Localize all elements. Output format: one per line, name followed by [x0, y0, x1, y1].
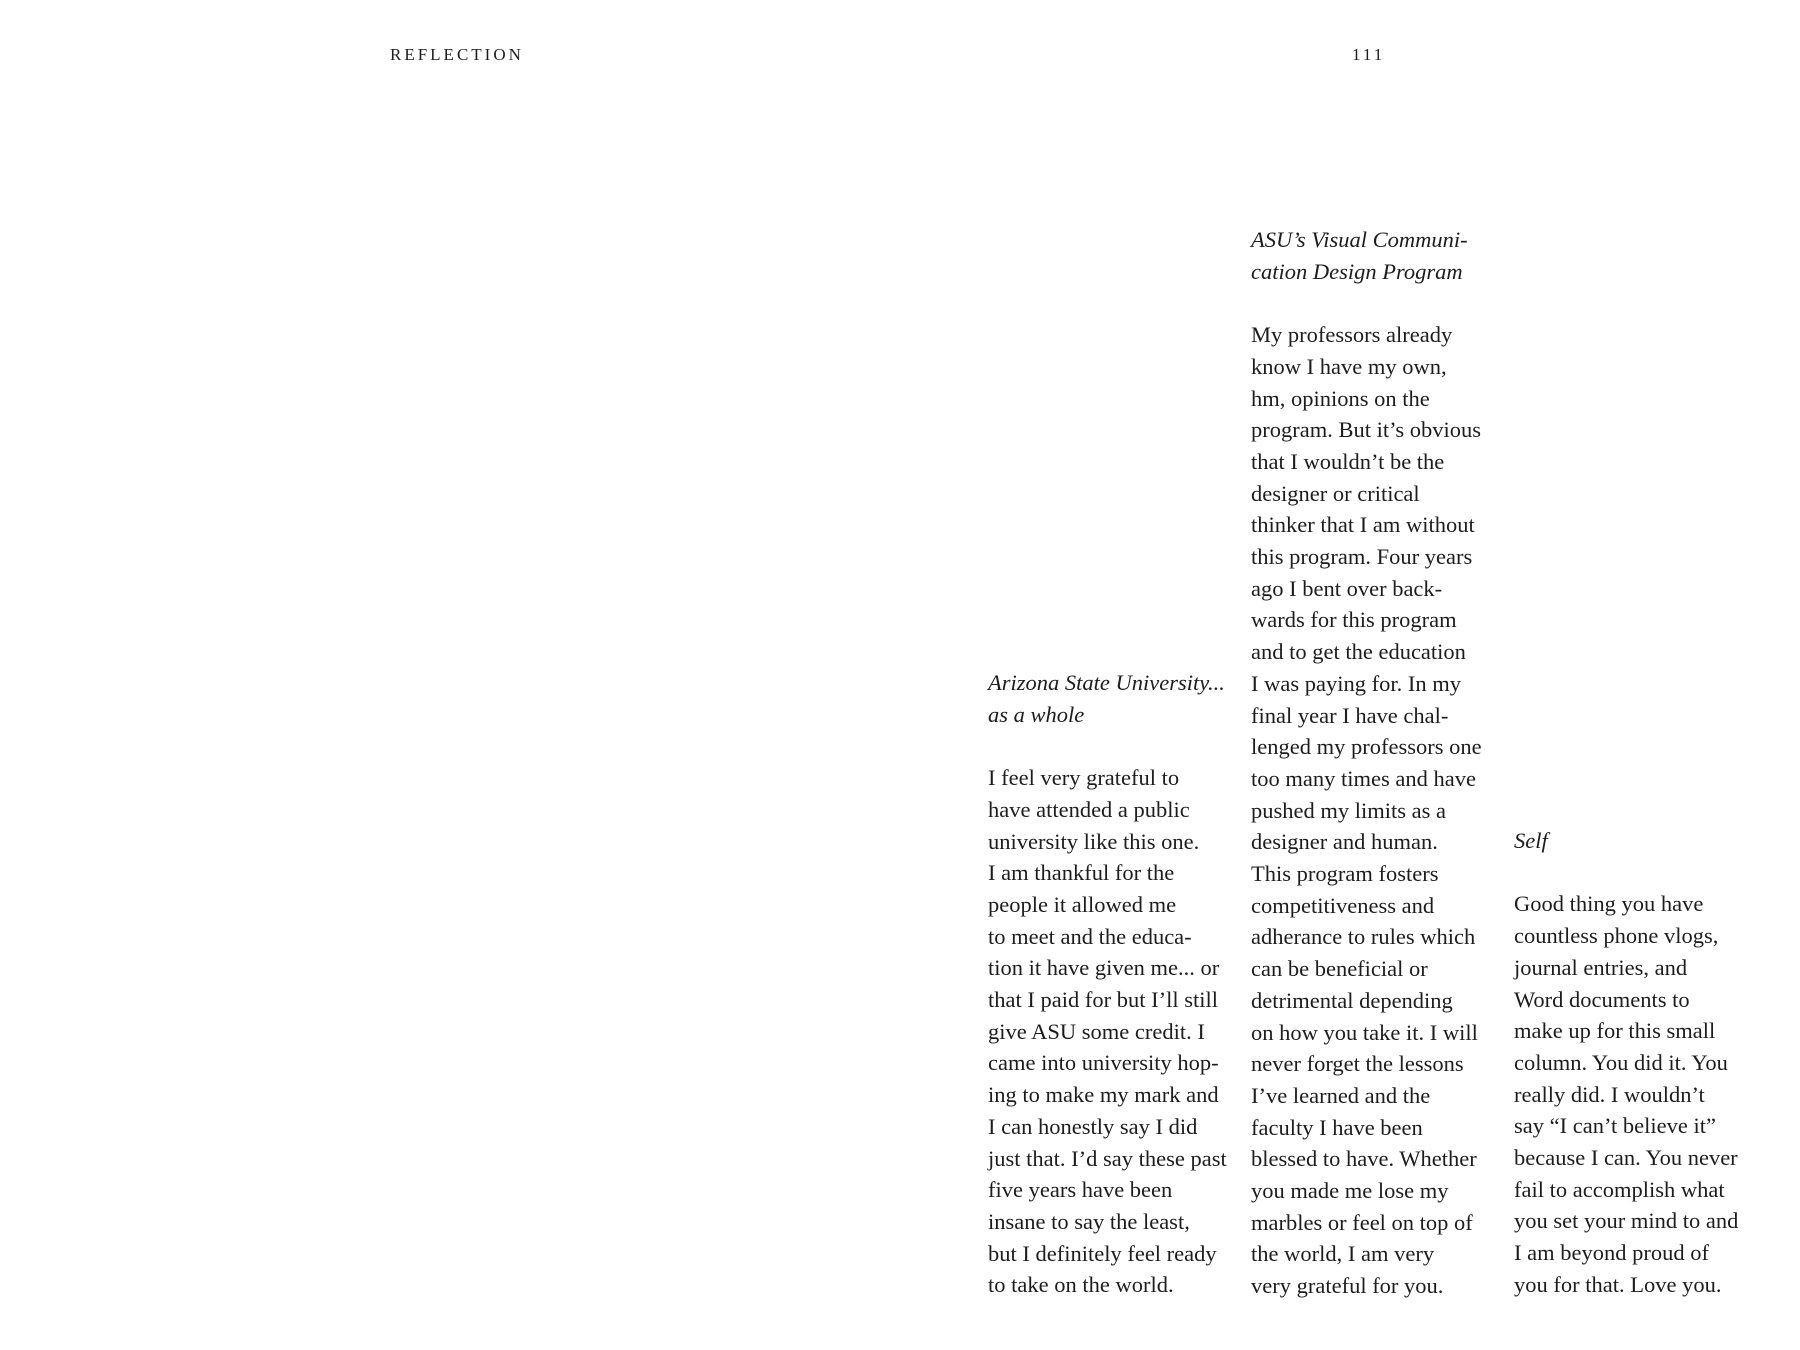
- text-line: fail to accomplish what: [1514, 1176, 1725, 1202]
- text-line: wards for this program: [1251, 607, 1457, 633]
- text-line: ago I bent over back-: [1251, 575, 1443, 601]
- text-line: really did. I wouldn’t: [1514, 1081, 1705, 1107]
- column-body: [1514, 888, 1759, 1300]
- text-line: ASU’s Visual Communi-: [1251, 227, 1468, 252]
- text-line: because I can. You never: [1514, 1145, 1738, 1171]
- text-line: you for that. Love you.: [1514, 1271, 1722, 1297]
- text-line: you set your mind to and: [1514, 1208, 1739, 1234]
- text-line: countless phone vlogs,: [1514, 923, 1719, 949]
- text-line: Arizona State University...: [988, 670, 1225, 695]
- column-asu-as-a-whole: [988, 667, 1233, 1301]
- text-line: cation Design Program: [1251, 258, 1463, 284]
- column-heading: [988, 667, 1233, 730]
- text-line: on how you take it. I will: [1251, 1019, 1478, 1045]
- text-line: I was paying for. In my: [1251, 670, 1461, 696]
- text-line: make up for this small: [1514, 1018, 1716, 1044]
- text-line: Self: [1514, 828, 1548, 853]
- text-line: but I definitely feel ready: [988, 1240, 1217, 1266]
- text-line: detrimental depending: [1251, 987, 1453, 1013]
- column-body: [988, 762, 1233, 1301]
- text-line: to meet and the educa-: [988, 923, 1192, 949]
- text-line: I’ve learned and the: [1251, 1082, 1431, 1108]
- text-line: that I paid for but I’ll still: [988, 987, 1218, 1013]
- paragraph-gap: [988, 730, 1233, 762]
- text-line: came into university hop-: [988, 1050, 1219, 1076]
- text-line: lenged my professors one: [1251, 734, 1482, 760]
- text-line: never forget the lessons: [1251, 1051, 1464, 1077]
- text-line: people it allowed me: [988, 891, 1177, 917]
- column-self: [1514, 825, 1759, 1301]
- text-line: program. But it’s obvious: [1251, 417, 1481, 443]
- text-line: final year I have chal-: [1251, 702, 1449, 728]
- text-line: designer and human.: [1251, 829, 1438, 855]
- text-line: university like this one.: [988, 828, 1200, 854]
- text-line: This program fosters: [1251, 861, 1439, 887]
- text-line: hm, opinions on the: [1251, 385, 1430, 411]
- text-line: very grateful for you.: [1251, 1273, 1444, 1299]
- text-line: too many times and have: [1251, 765, 1476, 791]
- text-line: faculty I have been: [1251, 1114, 1423, 1140]
- column-body: [1251, 319, 1496, 1302]
- text-line: as a whole: [988, 701, 1085, 727]
- text-line: I can honestly say I did: [988, 1113, 1198, 1139]
- paragraph-gap: [1514, 857, 1759, 889]
- text-line: and to get the education: [1251, 639, 1466, 665]
- text-line: blessed to have. Whether: [1251, 1146, 1477, 1172]
- section-running-head: REFLECTION: [390, 45, 524, 64]
- text-line: I am beyond proud of: [1514, 1240, 1709, 1266]
- text-line: just that. I’d say these past: [988, 1145, 1227, 1171]
- text-line: tion it have given me... or: [988, 955, 1220, 981]
- paragraph-gap: [1251, 287, 1496, 319]
- text-line: this program. Four years: [1251, 544, 1473, 570]
- page-number: 111: [1352, 45, 1386, 64]
- text-line: thinker that I am without: [1251, 512, 1475, 538]
- text-line: you made me lose my: [1251, 1178, 1449, 1204]
- text-line: pushed my limits as a: [1251, 797, 1446, 823]
- text-line: can be beneficial or: [1251, 956, 1428, 982]
- text-line: adherance to rules which: [1251, 924, 1476, 950]
- text-line: five years have been: [988, 1177, 1173, 1203]
- text-line: the world, I am very: [1251, 1241, 1435, 1267]
- column-vcd-program: [1251, 224, 1496, 1302]
- text-line: Good thing you have: [1514, 891, 1704, 917]
- text-line: I am thankful for the: [988, 860, 1175, 886]
- text-line: ing to make my mark and: [988, 1082, 1219, 1108]
- text-line: competitiveness and: [1251, 892, 1435, 918]
- column-heading: [1251, 224, 1496, 287]
- text-line: journal entries, and: [1514, 954, 1688, 980]
- column-heading: [1514, 825, 1759, 857]
- text-line: know I have my own,: [1251, 353, 1447, 379]
- text-line: say “I can’t believe it”: [1514, 1113, 1716, 1139]
- text-line: column. You did it. You: [1514, 1049, 1728, 1075]
- text-line: designer or critical: [1251, 480, 1420, 506]
- text-line: marbles or feel on top of: [1251, 1209, 1473, 1235]
- text-line: My professors already: [1251, 322, 1453, 348]
- text-line: have attended a public: [988, 796, 1190, 822]
- text-line: that I wouldn’t be the: [1251, 448, 1445, 474]
- text-line: Word documents to: [1514, 986, 1690, 1012]
- text-line: to take on the world.: [988, 1272, 1174, 1298]
- text-line: give ASU some credit. I: [988, 1018, 1205, 1044]
- text-line: insane to say the least,: [988, 1208, 1190, 1234]
- text-line: I feel very grateful to: [988, 765, 1180, 791]
